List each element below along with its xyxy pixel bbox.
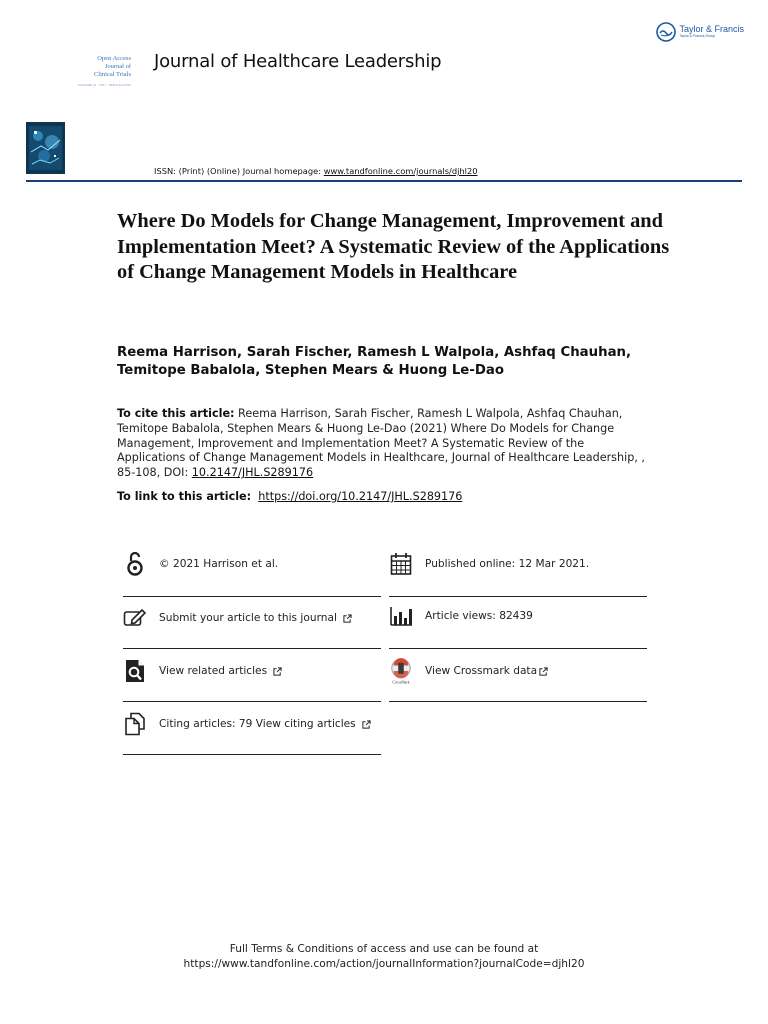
article-views-text: Article views: 82439 [425, 610, 533, 622]
citation-label: To cite this article: [117, 407, 235, 420]
crossmark-logo-text: CrossMark [392, 680, 410, 685]
header-divider [26, 180, 742, 182]
grid-divider [389, 701, 647, 702]
external-link-icon [362, 720, 371, 729]
article-link-label: To link to this article: [117, 490, 252, 503]
taylor-francis-logo-icon [656, 22, 676, 42]
license-cell [123, 551, 381, 577]
grid-divider [389, 596, 647, 597]
series-logo-subline: VOLUME 16 · 2011 · OPEN ACCESS [77, 83, 131, 87]
footer [0, 942, 768, 972]
citing-articles-icon [123, 711, 147, 737]
series-logo [53, 55, 131, 89]
crossmark-text: View Crossmark data [425, 665, 538, 677]
submit-article-text: Submit your article to this journal [159, 612, 337, 624]
edit-icon [123, 605, 147, 631]
journal-homepage-link[interactable]: www.tandfonline.com/journals/djhl20 [323, 166, 478, 176]
journal-cover-image [26, 122, 65, 174]
footer-line2[interactable]: https://www.tandfonline.com/action/journalInformation?journalCode=djhl20 [183, 958, 585, 970]
external-link-icon [273, 667, 282, 676]
series-logo-line3: Clinical Trials [93, 71, 131, 78]
related-articles-text: View related articles [159, 665, 268, 677]
citation-doi-link[interactable]: 10.2147/JHL.S289176 [191, 466, 314, 480]
crossmark-icon [389, 658, 413, 684]
grid-divider [123, 648, 381, 649]
publisher-group: Taylor & Francis Group [679, 34, 716, 39]
issn-text: ISSN: (Print) (Online) Journal homepage: [154, 166, 324, 176]
related-articles-link[interactable] [123, 658, 381, 684]
article-doi-url[interactable]: https://doi.org/10.2147/JHL.S289176 [258, 490, 463, 503]
series-logo-line1: Open Access [97, 55, 131, 62]
external-link-icon [539, 667, 548, 676]
journal-title: Journal of Healthcare Leadership [154, 51, 442, 72]
crossmark-link[interactable] [389, 658, 647, 684]
article-title: Where Do Models for Change Management, Improvement and Implementation Meet? A Systematic Review of the Applications of Change Management Models in Healthcare [117, 210, 670, 283]
grid-divider [123, 701, 381, 702]
article-authors: Reema Harrison, Sarah Fischer, Ramesh L Walpola, Ashfaq Chauhan, Temitope Babalola, Stephen Mears & Huong Le-Dao [117, 345, 632, 378]
citation-block [117, 407, 647, 481]
article-link-block [117, 490, 462, 503]
citing-articles-text: Citing articles: 79 View citing articles [159, 718, 356, 730]
article-views-cell [389, 603, 647, 629]
external-link-icon [343, 614, 352, 623]
bar-chart-icon [389, 603, 413, 629]
open-access-icon [123, 551, 147, 577]
grid-divider [123, 754, 381, 755]
series-logo-line2: Journal of [104, 63, 131, 70]
citing-articles-link[interactable] [123, 711, 381, 737]
grid-divider [389, 648, 647, 649]
submit-article-link[interactable] [123, 605, 381, 631]
grid-divider [123, 596, 381, 597]
published-cell [389, 551, 647, 577]
published-text: Published online: 12 Mar 2021. [425, 558, 590, 570]
calendar-icon [389, 551, 413, 577]
issn-line [154, 166, 478, 176]
footer-line1: Full Terms & Conditions of access and use can be found at [229, 943, 539, 955]
publisher-name: Taylor & Francis [679, 24, 744, 35]
license-text: © 2021 Harrison et al. [159, 558, 279, 570]
citation-text: Reema Harrison, Sarah Fischer, Ramesh L Walpola, Ashfaq Chauhan, Temitope Babalola, Stephen Mears & Huong Le-Dao (2021) Where Do Models for Change Management, Improvement and Implementation Meet? A Systematic Review of the Applications of Change Management Models in Healthcare, Journal of Healthcare Leadership, , 85-108, DOI: [117, 407, 645, 480]
publisher-logo [656, 22, 744, 42]
related-articles-icon [123, 658, 147, 684]
